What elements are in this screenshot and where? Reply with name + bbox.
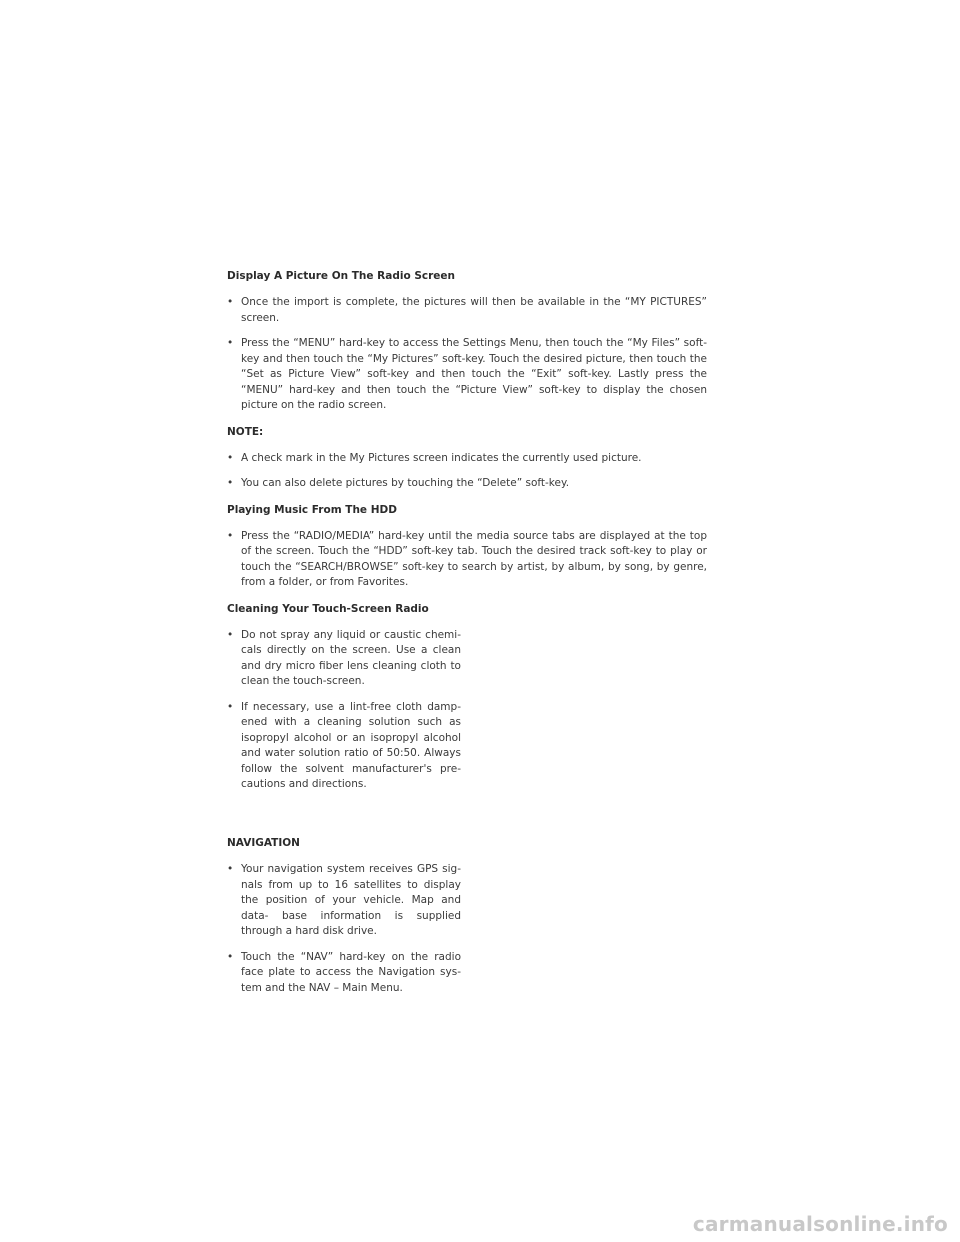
list-item-text: Once the import is complete, the pictures will then be available in the “MY PICTURES” screen. bbox=[241, 296, 707, 324]
bullet-icon: • bbox=[227, 628, 234, 641]
list-item bbox=[227, 700, 461, 793]
section-heading: NAVIGATION bbox=[227, 837, 300, 849]
list-item bbox=[227, 451, 707, 467]
list-item-text: Touch the “NAV” hard-key on the radio face plate to access the Navigation sys- tem and the NAV – Main Menu. bbox=[241, 950, 461, 994]
watermark: carmanualsonline.info bbox=[692, 1212, 948, 1236]
bullet-icon: • bbox=[227, 863, 234, 875]
section-heading: Cleaning Your Touch-Screen Radio bbox=[227, 602, 429, 615]
section-heading: Playing Music From The HDD bbox=[227, 503, 397, 516]
page-content bbox=[227, 268, 707, 803]
list-item bbox=[227, 476, 707, 492]
list-item bbox=[227, 336, 707, 414]
list-item-text: Press the “RADIO/MEDIA” hard-key until the media source tabs are displayed at the top of the screen. Touch the “HDD” soft-key tab. Touch the desired track soft-key to play or touch the “SEARCH/BROWSE” soft-key to search by artist, by album, by song, by genre, from a folder, or from Favorites. bbox=[241, 529, 707, 588]
list-item bbox=[227, 295, 707, 326]
list-item bbox=[227, 862, 461, 940]
list-item-text: Your navigation system receives GPS sig- nals from up to 16 satellites to display the position of your vehicle. Map and data- base information is supplied through a hard disk drive. bbox=[241, 863, 461, 937]
bullet-icon: • bbox=[227, 296, 234, 308]
list-item-text: A check mark in the My Pictures screen indicates the currently used picture. bbox=[241, 451, 642, 464]
section-display-picture bbox=[227, 268, 707, 414]
list-item-text: Press the “MENU” hard-key to access the Settings Menu, then touch the “My Files” soft-key and then touch the “My Pictures” soft-key. Touch the desired picture, then touch the “Set as Picture View” soft-key and then touch the “Exit” soft-key. Lastly press the “MENU” hard-key and then touch the “Picture View” soft-key to display the chosen picture on the radio screen. bbox=[241, 337, 707, 411]
bullet-icon: • bbox=[227, 700, 234, 713]
bullet-icon: • bbox=[227, 477, 234, 489]
bullet-icon: • bbox=[227, 950, 234, 963]
list-item bbox=[227, 628, 461, 690]
bullet-icon: • bbox=[227, 337, 234, 349]
list-item bbox=[227, 529, 707, 591]
section-navigation bbox=[227, 835, 461, 1006]
section-playing-music bbox=[227, 502, 707, 591]
section-heading: Display A Picture On The Radio Screen bbox=[227, 270, 456, 282]
list-item-text: If necessary, use a lint-free cloth damp- ened with a cleaning solution such as isopropyl alcohol or an isopropyl alcohol and water solution ratio of 50:50. Always follow the solvent manufacturer's pre- cautions and directions. bbox=[241, 700, 461, 790]
section-heading: NOTE: bbox=[227, 425, 264, 438]
section-cleaning bbox=[227, 601, 461, 793]
section-note bbox=[227, 424, 707, 492]
list-item bbox=[227, 950, 461, 997]
bullet-icon: • bbox=[227, 529, 234, 542]
list-item-text: You can also delete pictures by touching the “Delete” soft-key. bbox=[241, 477, 570, 489]
list-item-text: Do not spray any liquid or caustic chemi- cals directly on the screen. Use a clean and dry micro fiber lens cleaning cloth to clean the touch-screen. bbox=[241, 628, 461, 687]
bullet-icon: • bbox=[227, 451, 234, 464]
